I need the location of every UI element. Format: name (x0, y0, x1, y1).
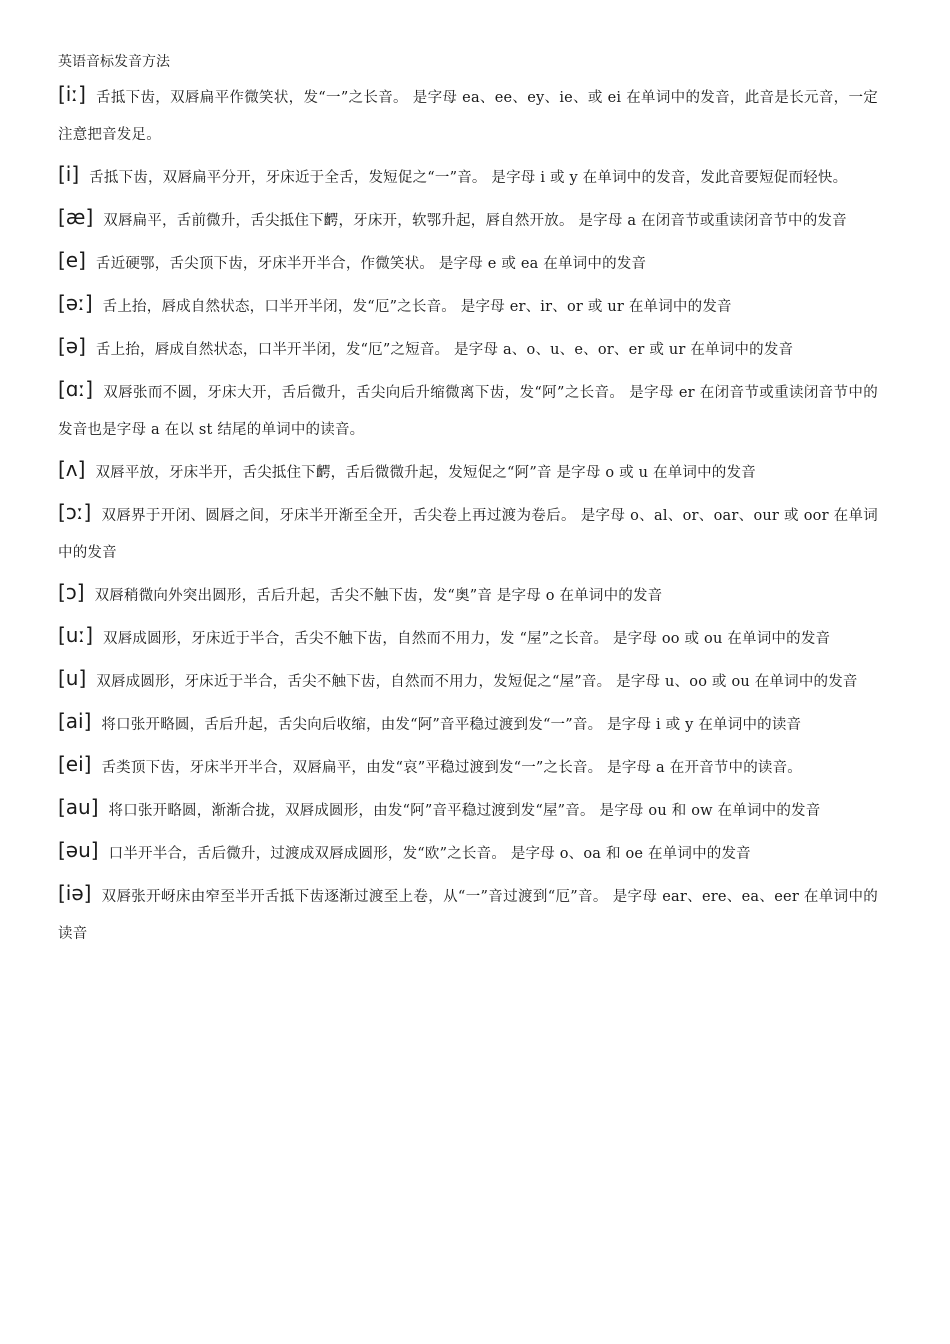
phonetic-symbol: [e] (58, 248, 86, 272)
phonetic-entry (58, 703, 878, 744)
phonetic-entry (58, 285, 878, 326)
phonetic-symbol: [iː] (58, 82, 86, 106)
phonetic-description: 舌近硬鄂，舌尖顶下齿，牙床半开半合，作微笑状。 是字母 e 或 ea 在单词中的发音 (95, 256, 647, 272)
document-page (58, 50, 878, 953)
phonetic-entry (58, 789, 878, 830)
phonetic-description: 双唇稍微向外突出圆形，舌后升起，舌尖不触下齿，发“奥”音 是字母 o 在单词中的发音 (94, 588, 663, 604)
phonetic-entry-line (58, 789, 878, 830)
phonetic-description: 双唇扁平，舌前微升，舌尖抵住下齶，牙床开，软鄂升起，唇自然开放。 是字母 a 在闭音节或重读闭音节中的发音 (103, 213, 847, 229)
phonetic-symbol: [əu] (58, 838, 99, 862)
phonetic-entry-line (58, 703, 878, 744)
phonetic-entry-line (58, 494, 878, 572)
phonetic-entry-line (58, 242, 878, 283)
phonetic-entry (58, 76, 878, 154)
phonetic-entry-line (58, 199, 878, 240)
phonetic-symbol: [ʌ] (58, 457, 86, 481)
phonetic-entry (58, 660, 878, 701)
phonetic-description: 舌上抬，唇成自然状态，口半开半闭，发“厄”之长音。 是字母 er、ir、or 或 ur 在单词中的发音 (102, 299, 732, 315)
phonetic-description: 舌抵下齿，双唇扁平作微笑状，发“一”之长音。 是字母 ea、ee、ey、ie、或 ei 在单词中的发音，此音是长元音，一定注意把音发足。 (58, 90, 878, 143)
phonetic-symbol: [ɔː] (58, 500, 92, 524)
phonetic-entry-line (58, 875, 878, 953)
phonetic-description: 双唇界于开闭、圆唇之间，牙床半开渐至全开，舌尖卷上再过渡为卷后。 是字母 o、al、or、oar、our 或 oor 在单词中的发音 (58, 508, 878, 561)
phonetic-entry (58, 156, 878, 197)
phonetic-entry (58, 451, 878, 492)
phonetic-description: 舌上抬，唇成自然状态，口半开半闭，发“厄”之短音。 是字母 a、o、u、e、or、er 或 ur 在单词中的发音 (95, 342, 794, 358)
phonetic-entry-line (58, 746, 878, 787)
phonetic-symbol: [ə] (58, 334, 86, 358)
phonetic-symbol: [ɔ] (58, 580, 85, 604)
phonetic-description: 双唇平放，牙床半开，舌尖抵住下齶，舌后微微升起，发短促之“阿”音 是字母 o 或 u 在单词中的发音 (95, 465, 756, 481)
phonetic-entry-line (58, 832, 878, 873)
phonetic-symbol: [au] (58, 795, 99, 819)
phonetic-entry (58, 494, 878, 572)
phonetic-description: 双唇张而不圆，牙床大开，舌后微升，舌尖向后升缩微离下齿，发“阿”之长音。 是字母 er 在闭音节或重读闭音节中的发音也是字母 a 在以 st 结尾的单词中的读音。 (58, 385, 878, 438)
phonetic-entry-line (58, 617, 878, 658)
phonetic-description: 舌抵下齿，双唇扁平分开，牙床近于全舌，发短促之“一”音。 是字母 i 或 y 在单词中的发音，发此音要短促而轻快。 (89, 170, 848, 186)
phonetic-description: 双唇成圆形，牙床近于半合，舌尖不触下齿，自然而不用力，发 “屋”之长音。 是字母 oo 或 ou 在单词中的发音 (103, 631, 831, 647)
phonetic-entry (58, 242, 878, 283)
phonetic-symbol: [æ] (58, 205, 94, 229)
phonetic-description: 双唇张开岈床由窄至半开舌抵下齿逐渐过渡至上卷，从“一”音过渡到“厄”音。 是字母 ear、ere、ea、eer 在单词中的读音 (58, 889, 878, 942)
phonetic-symbol: [i] (58, 162, 80, 186)
phonetic-entry-list (58, 76, 878, 953)
phonetic-entry-line (58, 76, 878, 154)
phonetic-entry-line (58, 285, 878, 326)
phonetic-entry-line (58, 451, 878, 492)
phonetic-description: 口半开半合，舌后微升，过渡成双唇成圆形，发“欧”之长音。 是字母 o、oa 和 oe 在单词中的发音 (108, 846, 751, 862)
phonetic-entry (58, 371, 878, 449)
phonetic-entry (58, 328, 878, 369)
phonetic-symbol: [ai] (58, 709, 92, 733)
phonetic-entry-line (58, 660, 878, 701)
document-title: 英语音标发音方法 (58, 54, 170, 70)
phonetic-symbol: [uː] (58, 623, 94, 647)
phonetic-description: 将口张开略圆，舌后升起，舌尖向后收缩，由发“阿”音平稳过渡到发“一”音。 是字母 i 或 y 在单词中的读音 (101, 717, 802, 733)
phonetic-description: 双唇成圆形，牙床近于半合，舌尖不触下齿，自然而不用力，发短促之“屋”音。 是字母 u、oo 或 ou 在单词中的发音 (96, 674, 858, 690)
phonetic-entry (58, 746, 878, 787)
phonetic-entry-line (58, 156, 878, 197)
phonetic-entry-line (58, 574, 878, 615)
phonetic-entry-line (58, 328, 878, 369)
phonetic-entry (58, 617, 878, 658)
phonetic-description: 舌类顶下齿，牙床半开半合，双唇扁平，由发“哀”平稳过渡到发“一”之长音。 是字母 a 在开音节中的读音。 (101, 760, 802, 776)
phonetic-symbol: [iə] (58, 881, 92, 905)
phonetic-entry (58, 199, 878, 240)
phonetic-entry (58, 832, 878, 873)
phonetic-symbol: [əː] (58, 291, 93, 315)
phonetic-entry (58, 574, 878, 615)
phonetic-symbol: [ɑː] (58, 377, 94, 401)
phonetic-entry (58, 875, 878, 953)
phonetic-symbol: [u] (58, 666, 87, 690)
phonetic-description: 将口张开略圆，渐渐合拢，双唇成圆形，由发“阿”音平稳过渡到发“屋”音。 是字母 ou 和 ow 在单词中的发音 (108, 803, 821, 819)
phonetic-symbol: [ei] (58, 752, 92, 776)
phonetic-entry-line (58, 371, 878, 449)
